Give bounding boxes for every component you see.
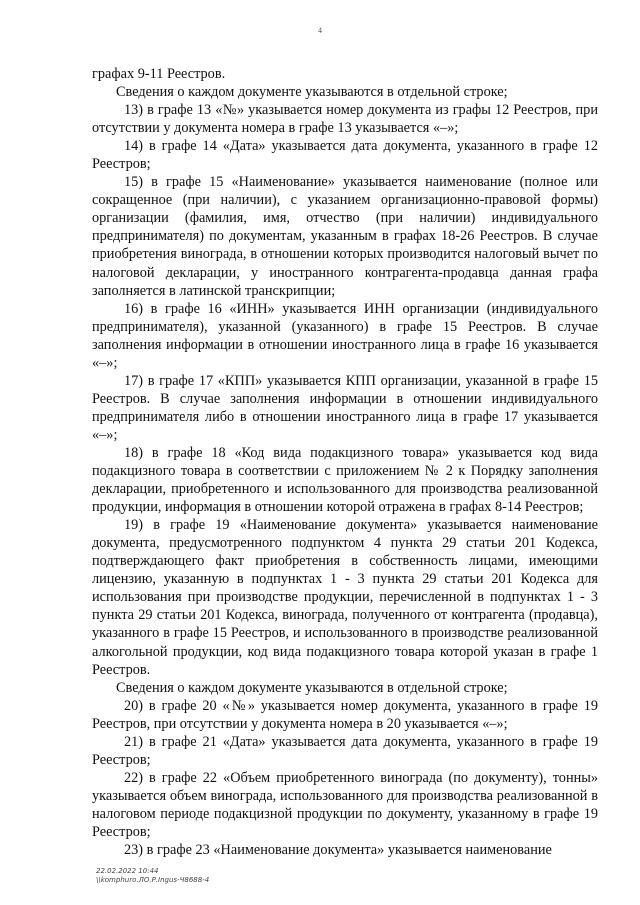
document-body — [92, 65, 598, 859]
footer-file-path: \\komphuro.ЛО.Р.Ingus-Ч8688-4 — [96, 876, 210, 884]
document-footer — [96, 867, 209, 885]
paragraph: 14) в графе 14 «Дата» указывается дата документа, указанного в графе 12 Реестров; — [92, 138, 598, 173]
paragraph: 18) в графе 18 «Код вида подакцизного товара» указывается код вида подакцизного товара в соответствии с приложением № 2 к Порядку заполнения декларации, приобретенного и использованного для производства реализованной продукции, информация в отношении которой отражена в графах 8-14 Реестров; — [92, 444, 598, 516]
paragraph: 20) в графе 20 «№» указывается номер документа, указанного в графе 19 Реестров, при отсутствии у документа номера в 20 указывается «–»; — [92, 697, 598, 732]
paragraph: 15) в графе 15 «Наименование» указывается наименование (полное или сокращенное (при наличии), с указанием организационно-правовой формы) организации (фамилия, имя, отчество (при наличии) индивидуального предпринимателя) по документам, указанным в графах 18-26 Реестров. В случае приобретения винограда, в отношении которых производится налоговый вычет по налоговой декларации, у иностранного контрагента-продавца данная графа заполняется в латинской транскрипции; — [92, 174, 598, 299]
paragraph: 13) в графе 13 «№» указывается номер документа из графы 12 Реестров, при отсутствии у документа номера в графе 13 указывается «–»; — [92, 102, 598, 137]
paragraph: 16) в графе 16 «ИНН» указывается ИНН организации (индивидуального предпринимателя), указанной (указанного) в графе 15 Реестров. В случае заполнения информации в отношении иностранного лица в графе 16 указывается «–»; — [92, 300, 598, 371]
paragraph: 19) в графе 19 «Наименование документа» указывается наименование документа, предусмотренного подпунктом 4 пункта 29 статьи 201 Кодекса, подтверждающего факт приобретения в собственность лицами, имеющими лицензию, указанную в подпунктах 1 - 3 пункта 29 статьи 201 Кодекса для использования при производстве продукции, перечисленной в подпунктах 1 - 3 пункта 29 статьи 201 Кодекса, винограда, полученного от контрагента (продавца), указанного в графе 15 Реестров, и использованного в производстве реализованной алкогольной продукции, код вида подакцизного товара которой указан в графе 1 Реестров. — [92, 517, 598, 678]
footer-timestamp: 22.02.2022 10:44 — [96, 867, 159, 875]
paragraph: Сведения о каждом документе указываются в отдельной строке; — [116, 84, 508, 101]
paragraph: 22) в графе 22 «Объем приобретенного винограда (по документу), тонны» указывается объем винограда, использованного для производства реализованной в налоговом периоде подакцизной продукции по документу, указанному в графе 19 Реестров; — [92, 769, 598, 840]
paragraph: 17) в графе 17 «КПП» указывается КПП организации, указанной в графе 15 Реестров. В случае заполнения информации в отношении индивидуального предпринимателя либо в отношении иностранного лица в графе 17 указывается «–»; — [92, 372, 598, 443]
page-number: 4 — [318, 26, 322, 35]
paragraph: 21) в графе 21 «Дата» указывается дата документа, указанного в графе 19 Реестров; — [92, 733, 598, 768]
paragraph: Сведения о каждом документе указываются в отдельной строке; — [116, 679, 508, 696]
paragraph: 23) в графе 23 «Наименование документа» указывается наименование — [124, 842, 552, 859]
paragraph: графах 9-11 Реестров. — [92, 66, 226, 82]
